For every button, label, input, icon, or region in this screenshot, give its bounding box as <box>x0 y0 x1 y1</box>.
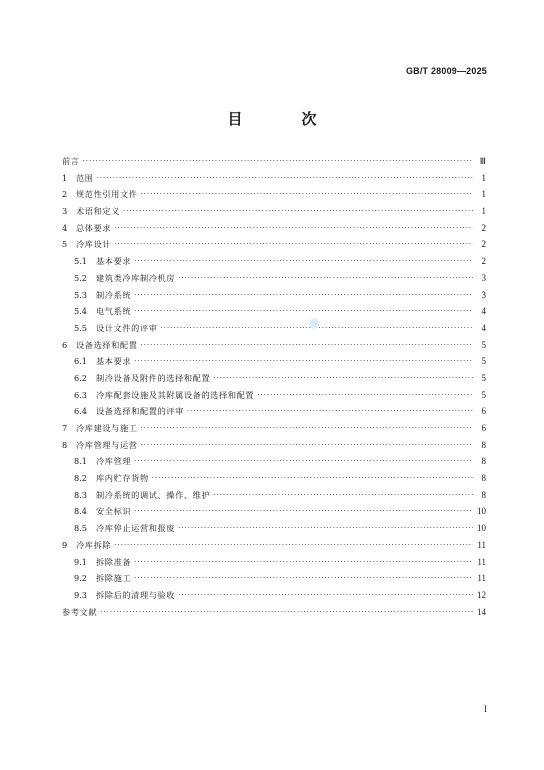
toc-entry-title: 库内贮存货物 <box>96 473 149 484</box>
toc-entry[interactable] <box>62 220 486 237</box>
toc-entry-number: 8.5 <box>74 523 88 534</box>
toc-entry-title: 总体要求 <box>76 222 112 233</box>
toc-leader-dots <box>134 353 473 370</box>
toc-entry-title: 电气系统 <box>96 306 132 317</box>
toc-entry-page: 5 <box>481 372 486 383</box>
toc-leader-dots <box>114 537 473 554</box>
toc-entry[interactable] <box>62 503 486 520</box>
toc-entry-title: 冷库建设与施工 <box>76 423 138 433</box>
toc-entry-number: 9.1 <box>74 556 88 567</box>
toc-entry-title: 设备选择和配置 <box>76 339 138 350</box>
toc-entry[interactable] <box>62 520 486 537</box>
toc-entry-page: 8 <box>481 456 486 467</box>
toc-entry[interactable] <box>62 537 486 554</box>
toc-entry[interactable] <box>62 453 486 470</box>
watermark-mark <box>309 318 320 329</box>
toc-entry[interactable] <box>62 170 486 187</box>
toc-leader-dots <box>213 487 473 504</box>
toc-entry[interactable] <box>62 587 486 604</box>
toc-entry-number: 9 <box>62 539 68 550</box>
toc-entry-number: 5.5 <box>74 322 88 333</box>
toc-entry-title: 拆除后的清理与验收 <box>96 589 176 600</box>
toc-entry-number: 5.1 <box>74 256 88 267</box>
toc-entry-page: 5 <box>481 389 486 400</box>
toc-entry-title: 冷库设计 <box>76 239 112 250</box>
toc-entry-page: 5 <box>481 356 486 367</box>
toc-entry-title: 安全标识 <box>96 506 132 517</box>
toc-entry[interactable] <box>62 203 486 220</box>
toc-leader-dots <box>114 236 473 253</box>
toc-entry-page: 4 <box>481 306 486 317</box>
toc-entry-title: 拆除准备 <box>96 556 132 567</box>
toc-entry-page: 2 <box>481 256 486 267</box>
toc-entry-page: 3 <box>481 289 486 300</box>
toc-entry-title: 冷库管理 <box>96 456 132 467</box>
toc-entry[interactable] <box>62 437 486 454</box>
toc-entry-number: 5.2 <box>74 272 88 283</box>
toc-title: 目 次 <box>227 110 339 128</box>
toc-entry-page: 11 <box>477 573 486 584</box>
toc-entry-page: 1 <box>481 206 486 217</box>
toc-entry-title: 冷库拆除 <box>76 539 112 550</box>
toc-entry[interactable] <box>62 487 486 504</box>
toc-leader-dots <box>123 203 473 220</box>
toc-entry-page: 3 <box>481 272 486 283</box>
table-of-contents <box>62 153 486 620</box>
toc-entry[interactable] <box>62 270 486 287</box>
toc-entry[interactable] <box>62 604 486 621</box>
toc-entry-number: 1 <box>62 172 68 183</box>
toc-leader-dots <box>141 337 473 354</box>
toc-entry-number: 8.4 <box>74 506 88 517</box>
toc-entry-number: 5 <box>62 239 68 250</box>
toc-entry[interactable] <box>62 153 486 170</box>
toc-entry-number: 8.1 <box>74 456 88 467</box>
toc-leader-dots <box>134 303 473 320</box>
toc-entry-page: 12 <box>477 589 486 600</box>
toc-entry[interactable] <box>62 253 486 270</box>
toc-leader-dots <box>134 570 473 587</box>
toc-leader-dots <box>114 220 473 237</box>
toc-entry-page: 2 <box>481 222 486 233</box>
toc-entry[interactable] <box>62 370 486 387</box>
toc-entry-title: 设备选择和配置的评审 <box>96 406 184 417</box>
toc-entry-number: 9.3 <box>74 589 88 600</box>
toc-entry-title: 建筑类冷库制冷机房 <box>96 272 176 283</box>
toc-leader-dots <box>141 437 473 454</box>
toc-entry-page: 8 <box>481 489 486 500</box>
toc-entry-page: Ⅲ <box>479 156 486 166</box>
toc-entry[interactable] <box>62 337 486 354</box>
toc-leader-dots <box>134 253 473 270</box>
toc-entry-page: 8 <box>481 473 486 484</box>
toc-leader-dots <box>134 287 473 304</box>
standard-code: GB/T 28009—2025 <box>405 66 487 76</box>
toc-leader-dots <box>83 153 473 170</box>
toc-entry[interactable] <box>62 554 486 571</box>
toc-leader-dots <box>178 270 473 287</box>
toc-leader-dots <box>97 170 473 187</box>
toc-entry-page: 1 <box>481 189 486 200</box>
toc-leader-dots <box>178 520 473 537</box>
toc-entry-title: 术语和定义 <box>76 206 120 217</box>
toc-entry-title: 制冷系统 <box>96 289 132 300</box>
toc-entry-title: 范围 <box>76 172 94 183</box>
toc-entry-page: 14 <box>477 606 486 617</box>
toc-entry-number: 8.2 <box>74 473 88 484</box>
toc-entry-title: 制冷设备及附件的选择和配置 <box>96 372 211 383</box>
toc-leader-dots <box>178 587 473 604</box>
toc-leader-dots <box>141 186 473 203</box>
toc-entry-title: 冷库配套设施及其附属设备的选择和配置 <box>96 389 255 400</box>
toc-entry[interactable] <box>62 287 486 304</box>
toc-entry[interactable] <box>62 403 486 420</box>
toc-entry-page: 6 <box>481 406 486 417</box>
toc-entry-title: 规范性引用文件 <box>76 189 138 200</box>
toc-entry[interactable] <box>62 420 486 437</box>
toc-entry-number: 6 <box>62 339 68 350</box>
toc-entry-title: 前言 <box>62 156 80 166</box>
toc-entry-page: 1 <box>481 172 486 183</box>
toc-entry-number: 7 <box>62 423 68 433</box>
toc-entry-number: 2 <box>62 189 68 200</box>
toc-entry-number: 5.3 <box>74 289 88 300</box>
toc-leader-dots <box>100 604 473 621</box>
toc-entry-title: 冷库停止运营和报废 <box>96 523 176 534</box>
toc-entry-number: 4 <box>62 222 68 233</box>
toc-entry-title: 参考文献 <box>62 606 98 617</box>
toc-entry-number: 8 <box>62 439 68 450</box>
toc-entry[interactable] <box>62 186 486 203</box>
toc-entry-page: 11 <box>477 539 486 550</box>
toc-entry-number: 5.4 <box>74 306 88 317</box>
toc-entry-page: 6 <box>481 423 486 433</box>
toc-leader-dots <box>213 370 473 387</box>
toc-entry-page: 10 <box>477 523 486 534</box>
toc-leader-dots <box>134 453 473 470</box>
toc-leader-dots <box>141 420 473 437</box>
toc-entry-title: 基本要求 <box>96 356 132 367</box>
toc-entry-page: 5 <box>481 339 486 350</box>
toc-entry-page: 11 <box>477 556 486 567</box>
toc-entry[interactable] <box>62 353 486 370</box>
toc-entry-number: 9.2 <box>74 573 88 584</box>
toc-entry-title: 冷库管理与运营 <box>76 439 138 450</box>
toc-entry[interactable] <box>62 570 486 587</box>
toc-entry[interactable] <box>62 320 486 337</box>
toc-entry-number: 6.3 <box>74 389 88 400</box>
toc-entry-title: 设计文件的评审 <box>96 322 158 333</box>
toc-leader-dots <box>134 503 473 520</box>
toc-entry-page: 4 <box>481 322 486 333</box>
toc-entry-number: 8.3 <box>74 489 88 500</box>
toc-entry[interactable] <box>62 387 486 404</box>
toc-entry-title: 制冷系统的调试、操作、维护 <box>96 489 211 500</box>
toc-leader-dots <box>257 387 473 404</box>
toc-entry-page: 2 <box>481 239 486 250</box>
toc-entry-title: 基本要求 <box>96 256 132 267</box>
toc-entry-page: 10 <box>477 506 486 517</box>
toc-leader-dots <box>187 403 473 420</box>
toc-entry-number: 6.1 <box>74 356 88 367</box>
toc-entry-number: 6.2 <box>74 372 88 383</box>
toc-entry-page: 8 <box>481 439 486 450</box>
toc-leader-dots <box>152 470 473 487</box>
toc-entry[interactable] <box>62 303 486 320</box>
toc-leader-dots <box>134 554 473 571</box>
toc-entry-number: 6.4 <box>74 406 88 417</box>
toc-entry-number: 3 <box>62 206 68 217</box>
page-number: I <box>484 704 487 714</box>
toc-entry[interactable] <box>62 236 486 253</box>
toc-entry-title: 拆除施工 <box>96 573 132 584</box>
toc-entry[interactable] <box>62 470 486 487</box>
